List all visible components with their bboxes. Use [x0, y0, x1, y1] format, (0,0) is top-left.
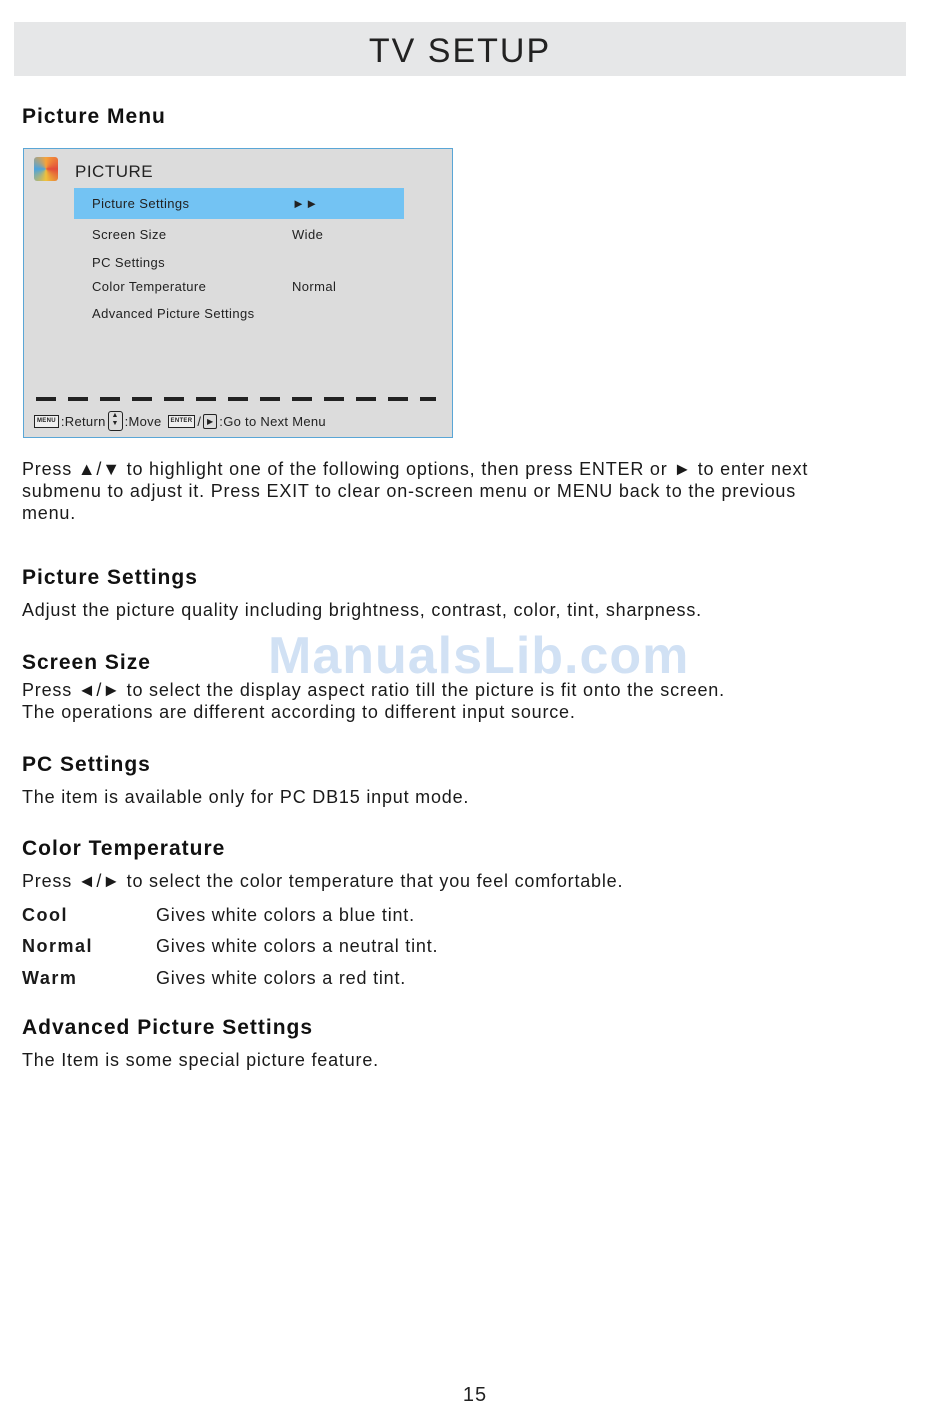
- instructions-line-2: submenu to adjust it. Press EXIT to clear on-screen menu or MENU back to the previous: [22, 481, 796, 501]
- osd-item-advanced-picture-settings[interactable]: Advanced Picture Settings: [92, 306, 255, 321]
- page-number: 15: [462, 1384, 488, 1406]
- term-warm: Warm: [22, 968, 78, 988]
- hint-next: :Go to Next Menu: [219, 413, 326, 429]
- picture-settings-heading: Picture Settings: [22, 566, 198, 589]
- definition-warm: Gives white colors a red tint.: [156, 968, 407, 988]
- color-temperature-text: Press ◄/► to select the color temperature that you feel comfortable.: [22, 871, 624, 891]
- hint-return: :Return: [60, 413, 106, 429]
- advanced-picture-settings-text: The Item is some special picture feature.: [22, 1050, 379, 1070]
- term-normal: Normal: [22, 936, 94, 956]
- screen-size-line-2: The operations are different according to different input source.: [22, 702, 576, 722]
- osd-item-pc-settings[interactable]: PC Settings: [92, 255, 166, 270]
- instructions-line-1: Press ▲/▼ to highlight one of the following options, then press ENTER or ► to enter next: [22, 459, 809, 479]
- osd-item-screen-size[interactable]: Screen Size: [92, 227, 167, 242]
- enter-key-icon: ENTER: [168, 415, 196, 428]
- pc-settings-text: The item is available only for PC DB15 input mode.: [22, 787, 470, 807]
- pc-settings-heading: PC Settings: [22, 753, 151, 776]
- menu-key-icon: MENU: [34, 415, 59, 428]
- right-key-icon: ▶: [203, 414, 217, 429]
- osd-value-color-temperature: Normal: [292, 279, 337, 294]
- advanced-picture-settings-heading: Advanced Picture Settings: [22, 1016, 314, 1039]
- hint-slash: /: [197, 413, 202, 429]
- osd-hint-bar: [34, 411, 326, 431]
- instructions-line-3: menu.: [22, 503, 77, 523]
- picture-settings-text: Adjust the picture quality including brightness, contrast, color, tint, sharpness.: [22, 600, 702, 620]
- osd-value-screen-size: Wide: [292, 227, 324, 242]
- osd-value-arrows: ►►: [292, 196, 319, 211]
- definition-normal: Gives white colors a neutral tint.: [156, 936, 439, 956]
- screen-size-line-1: Press ◄/► to select the display aspect ratio till the picture is fit onto the screen.: [22, 680, 725, 700]
- up-down-key-icon: ▲ ▼: [108, 411, 123, 431]
- picture-menu-heading: Picture Menu: [22, 105, 166, 128]
- definition-cool: Gives white colors a blue tint.: [156, 905, 415, 925]
- osd-title: PICTURE: [75, 162, 154, 181]
- watermark: ManualsLib.com: [268, 627, 690, 685]
- hint-move: :Move: [124, 413, 162, 429]
- header-banner: [14, 22, 906, 76]
- osd-divider: [36, 397, 436, 401]
- picture-osd-menu: [23, 148, 453, 438]
- osd-item-picture-settings[interactable]: Picture Settings: [92, 196, 190, 211]
- screen-size-heading: Screen Size: [22, 651, 151, 674]
- picture-menu-icon: [34, 157, 58, 181]
- osd-item-color-temperature[interactable]: Color Temperature: [92, 279, 207, 294]
- term-cool: Cool: [22, 905, 68, 925]
- color-temperature-heading: Color Temperature: [22, 837, 226, 860]
- page-title: TV SETUP: [368, 32, 552, 70]
